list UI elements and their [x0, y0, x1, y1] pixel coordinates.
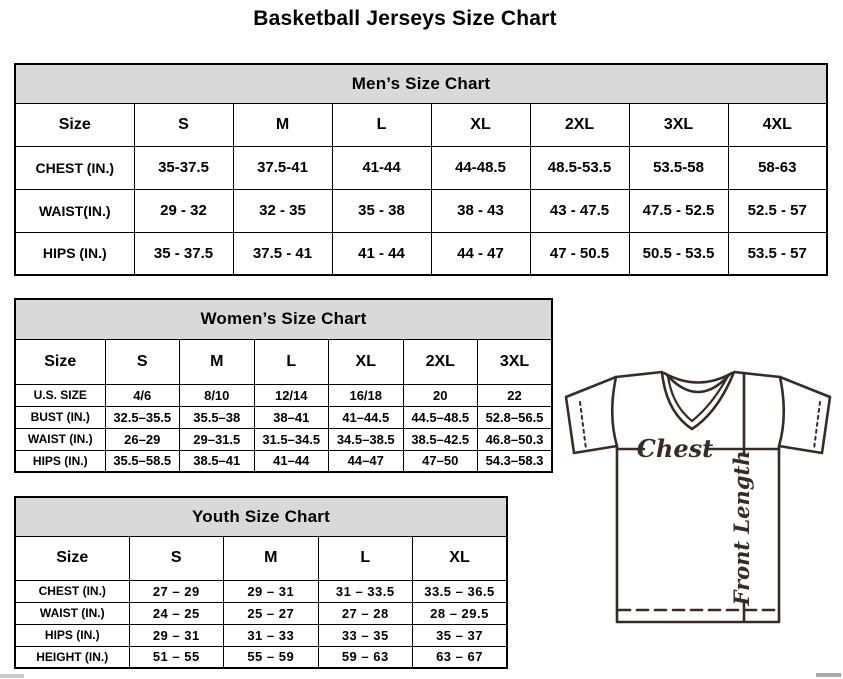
table-cell: 44 - 47: [431, 232, 530, 275]
column-header: 2XL: [403, 339, 478, 384]
table-row: [15, 602, 507, 624]
chest-label: Chest: [636, 434, 714, 463]
table-cell: 22: [478, 384, 553, 406]
table-cell: 54.3–58.3: [478, 450, 553, 472]
table-row: [15, 580, 507, 602]
table-cell: 38.5–42.5: [403, 428, 478, 450]
jersey-measurement-diagram: [558, 360, 843, 679]
column-header: M: [180, 339, 255, 384]
table-row: [15, 450, 552, 472]
table-cell: 44-48.5: [431, 146, 530, 189]
column-header-row: [15, 103, 827, 146]
table-cell: 35 – 37: [413, 624, 508, 646]
youth-size-table: [14, 496, 508, 669]
row-label: WAIST (IN.): [15, 428, 105, 450]
column-header: XL: [431, 103, 530, 146]
youth-table-title: Youth Size Chart: [15, 497, 507, 536]
table-row: [15, 646, 507, 668]
row-label: BUST (IN.): [15, 406, 105, 428]
page-title: Basketball Jerseys Size Chart: [253, 7, 557, 30]
table-cell: 46.8–50.3: [478, 428, 553, 450]
table-cell: 31.5–34.5: [254, 428, 329, 450]
front-length-label: Front Length: [729, 450, 754, 606]
table-cell: 32.5–35.5: [105, 406, 180, 428]
table-cell: 47–50: [403, 450, 478, 472]
column-header: M: [233, 103, 332, 146]
table-cell: 27 – 28: [318, 602, 413, 624]
mens-size-table: [14, 63, 828, 276]
row-label: CHEST (IN.): [15, 146, 134, 189]
column-header: L: [332, 103, 431, 146]
table-cell: 52.8–56.5: [478, 406, 553, 428]
womens-size-table: [14, 298, 553, 473]
table-cell: 29–31.5: [180, 428, 255, 450]
table-cell: 24 – 25: [129, 602, 224, 624]
table-cell: 31 – 33: [224, 624, 319, 646]
size-column-header: Size: [15, 536, 129, 580]
row-label: HIPS (IN.): [15, 450, 105, 472]
table-cell: 16/18: [329, 384, 404, 406]
row-label: CHEST (IN.): [15, 580, 129, 602]
column-header: 4XL: [728, 103, 827, 146]
table-cell: 27 – 29: [129, 580, 224, 602]
table-cell: 53.5-58: [629, 146, 728, 189]
column-header: 3XL: [478, 339, 553, 384]
table-cell: 25 – 27: [224, 602, 319, 624]
jersey-diagram-svg: [558, 360, 843, 679]
table-cell: 12/14: [254, 384, 329, 406]
column-header-row: [15, 339, 552, 384]
table-cell: 41–44.5: [329, 406, 404, 428]
column-header: M: [224, 536, 319, 580]
table-cell: 37.5 - 41: [233, 232, 332, 275]
column-header: 3XL: [629, 103, 728, 146]
table-cell: 29 - 32: [134, 189, 233, 232]
table-row: [15, 428, 552, 450]
table-cell: 41-44: [332, 146, 431, 189]
row-label: HIPS (IN.): [15, 232, 134, 275]
table-cell: 63 – 67: [413, 646, 508, 668]
table-cell: 59 – 63: [318, 646, 413, 668]
table-row: [15, 146, 827, 189]
table-cell: 53.5 - 57: [728, 232, 827, 275]
column-header: L: [254, 339, 329, 384]
column-header-row: [15, 536, 507, 580]
table-cell: 38–41: [254, 406, 329, 428]
table-cell: 43 - 47.5: [530, 189, 629, 232]
table-cell: 33.5 – 36.5: [413, 580, 508, 602]
table-cell: 44.5–48.5: [403, 406, 478, 428]
table-title-row: [15, 497, 507, 536]
table-cell: 50.5 - 53.5: [629, 232, 728, 275]
table-cell: 41–44: [254, 450, 329, 472]
column-header: S: [134, 103, 233, 146]
table-cell: 41 - 44: [332, 232, 431, 275]
table-row: [15, 406, 552, 428]
table-cell: 35 - 37.5: [134, 232, 233, 275]
table-cell: 48.5-53.5: [530, 146, 629, 189]
table-cell: 47.5 - 52.5: [629, 189, 728, 232]
table-cell: 29 – 31: [129, 624, 224, 646]
mens-table-title: Men’s Size Chart: [15, 64, 827, 103]
table-title-row: [15, 64, 827, 103]
row-label: WAIST (IN.): [15, 602, 129, 624]
row-label: HIPS (IN.): [15, 624, 129, 646]
table-cell: 34.5–38.5: [329, 428, 404, 450]
table-cell: 20: [403, 384, 478, 406]
table-cell: 44–47: [329, 450, 404, 472]
row-label: HEIGHT (IN.): [15, 646, 129, 668]
column-header: XL: [413, 536, 508, 580]
table-cell: 33 – 35: [318, 624, 413, 646]
column-header: S: [129, 536, 224, 580]
table-row: [15, 384, 552, 406]
table-cell: 8/10: [180, 384, 255, 406]
table-cell: 4/6: [105, 384, 180, 406]
table-row: [15, 189, 827, 232]
table-cell: 28 – 29.5: [413, 602, 508, 624]
row-label: WAIST(IN.): [15, 189, 134, 232]
size-column-header: Size: [15, 339, 105, 384]
table-cell: 29 – 31: [224, 580, 319, 602]
table-cell: 58-63: [728, 146, 827, 189]
jersey-outline: [566, 372, 830, 622]
table-row: [15, 624, 507, 646]
table-cell: 38.5–41: [180, 450, 255, 472]
column-header: L: [318, 536, 413, 580]
table-cell: 38 - 43: [431, 189, 530, 232]
scrollbar-fragment-left: [0, 674, 24, 678]
table-cell: 32 - 35: [233, 189, 332, 232]
womens-table-title: Women’s Size Chart: [15, 299, 552, 339]
table-cell: 31 – 33.5: [318, 580, 413, 602]
column-header: 2XL: [530, 103, 629, 146]
table-cell: 35.5–38: [180, 406, 255, 428]
size-column-header: Size: [15, 103, 134, 146]
table-cell: 47 - 50.5: [530, 232, 629, 275]
table-cell: 52.5 - 57: [728, 189, 827, 232]
table-cell: 35-37.5: [134, 146, 233, 189]
table-cell: 26–29: [105, 428, 180, 450]
table-cell: 37.5-41: [233, 146, 332, 189]
table-cell: 55 – 59: [224, 646, 319, 668]
scrollbar-fragment-right: [816, 673, 841, 677]
column-header: S: [105, 339, 180, 384]
table-row: [15, 232, 827, 275]
table-cell: 51 – 55: [129, 646, 224, 668]
row-label: U.S. SIZE: [15, 384, 105, 406]
table-cell: 35 - 38: [332, 189, 431, 232]
table-cell: 35.5–58.5: [105, 450, 180, 472]
column-header: XL: [329, 339, 404, 384]
table-title-row: [15, 299, 552, 339]
